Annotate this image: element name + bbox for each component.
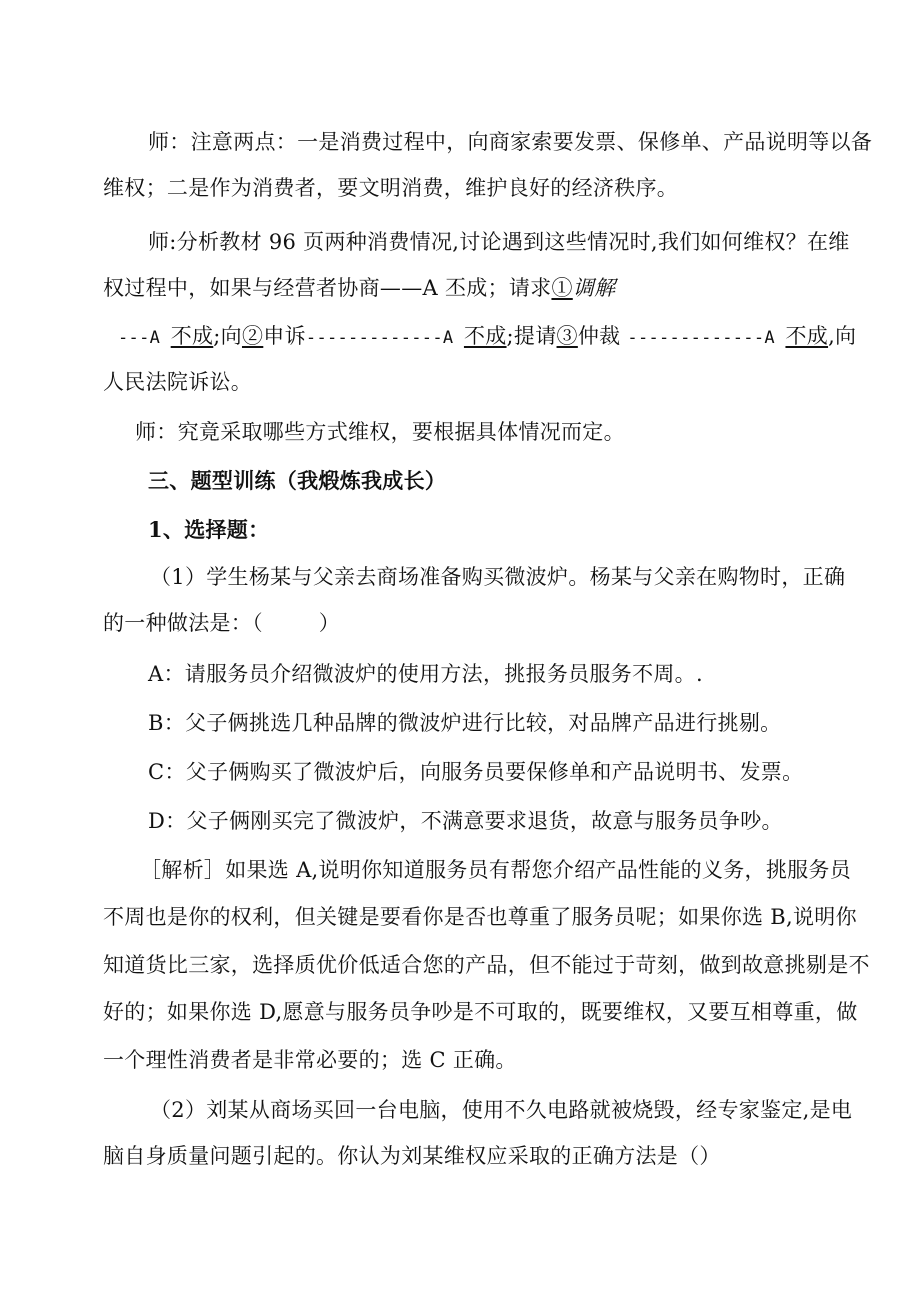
step-1-number: ① xyxy=(551,276,573,300)
flow-to-1: ;向 xyxy=(213,324,242,348)
teacher-note-2-line-1: 师:分析教材 96 页两种消费情况,讨论遇到这些情况时,我们如何维权？在维 xyxy=(148,230,850,254)
question-1-option-b: B：父子俩挑选几种品牌的微波炉进行比较，对品牌产品进行挑剔。 xyxy=(148,711,782,735)
question-1-option-c: C：父子俩购买了微波炉后，向服务员要保修单和产品说明书、发票。 xyxy=(148,760,804,784)
flow-fail-3: 不成 xyxy=(785,324,829,348)
analysis-line-1: ［解析］如果选 A,说明你知道服务员有帮您介绍产品性能的义务，挑服务员 xyxy=(140,858,852,882)
flow-fail-2: 不成 xyxy=(463,324,507,348)
flow-dash-2: -------------A xyxy=(305,328,464,348)
step-1-mediation: 调解 xyxy=(572,276,616,300)
section-subheading: 1、选择题： xyxy=(148,517,270,542)
question-1-option-d: D：父子俩刚买完了微波炉，不满意要求退货，故意与服务员争吵。 xyxy=(148,809,783,833)
flow-dash-3: -------------A xyxy=(627,328,786,348)
teacher-note-1-line-2: 维权；二是作为消费者，要文明消费，维护良好的经济秩序。 xyxy=(103,176,679,200)
teacher-note-2-line-2-text: 权过程中，如果与经营者协商——A 丕成；请求 xyxy=(103,276,552,300)
step-3-number: ③ xyxy=(556,324,578,348)
analysis-line-3: 知道货比三家，选择质优价低适合您的产品，但不能过于苛刻，做到故意挑剔是不 xyxy=(103,953,870,977)
rights-flow-line xyxy=(0,316,920,356)
flow-fail-1: 不成 xyxy=(170,324,214,348)
teacher-note-2-line-2 xyxy=(0,268,920,308)
analysis-line-2: 不周也是你的权利，但关键是要看你是否也尊重了服务员呢；如果你选 B,说明你 xyxy=(103,905,857,929)
analysis-line-4: 好的；如果你选 D,愿意与服务员争吵是不可取的，既要维权，又要互相尊重，做 xyxy=(103,1000,858,1024)
step-2-complaint: 申诉 xyxy=(263,324,306,348)
teacher-note-1-line-1: 师：注意两点：一是消费过程中，向商家索要发票、保修单、产品说明等以备 xyxy=(148,130,873,154)
question-2-stem-line-2: 脑自身质量问题引起的。你认为刘某维权应采取的正确方法是（） xyxy=(103,1144,721,1168)
question-2-stem-line-1: （2）刘某从商场买回一台电脑，使用不久电路就被烧毁，经专家鉴定,是电 xyxy=(150,1098,853,1122)
flow-to-2: ;提请 xyxy=(506,324,557,348)
teacher-note-3: 师：究竟采取哪些方式维权，要根据具体情况而定。 xyxy=(135,420,625,444)
section-heading: 三、题型训练（我煅炼我成长） xyxy=(148,468,447,493)
step-2-number: ② xyxy=(241,324,264,348)
step-3-arbitration: 仲裁 xyxy=(577,324,628,348)
analysis-line-5: 一个理性消费者是非常必要的；选 C 正确。 xyxy=(103,1048,517,1072)
teacher-note-2-line-4: 人民法院诉讼。 xyxy=(103,370,253,394)
flow-dash-1: ---A xyxy=(118,328,171,348)
flow-tail: ,向 xyxy=(828,324,857,348)
question-1-option-a: A：请服务员介绍微波炉的使用方法，挑报务员服务不周。. xyxy=(148,662,703,686)
question-1-stem-line-1: （1）学生杨某与父亲去商场准备购买微波炉。杨某与父亲在购物时，正确 xyxy=(150,565,846,589)
question-1-stem-line-2: 的一种做法是：（ ） xyxy=(103,611,341,635)
